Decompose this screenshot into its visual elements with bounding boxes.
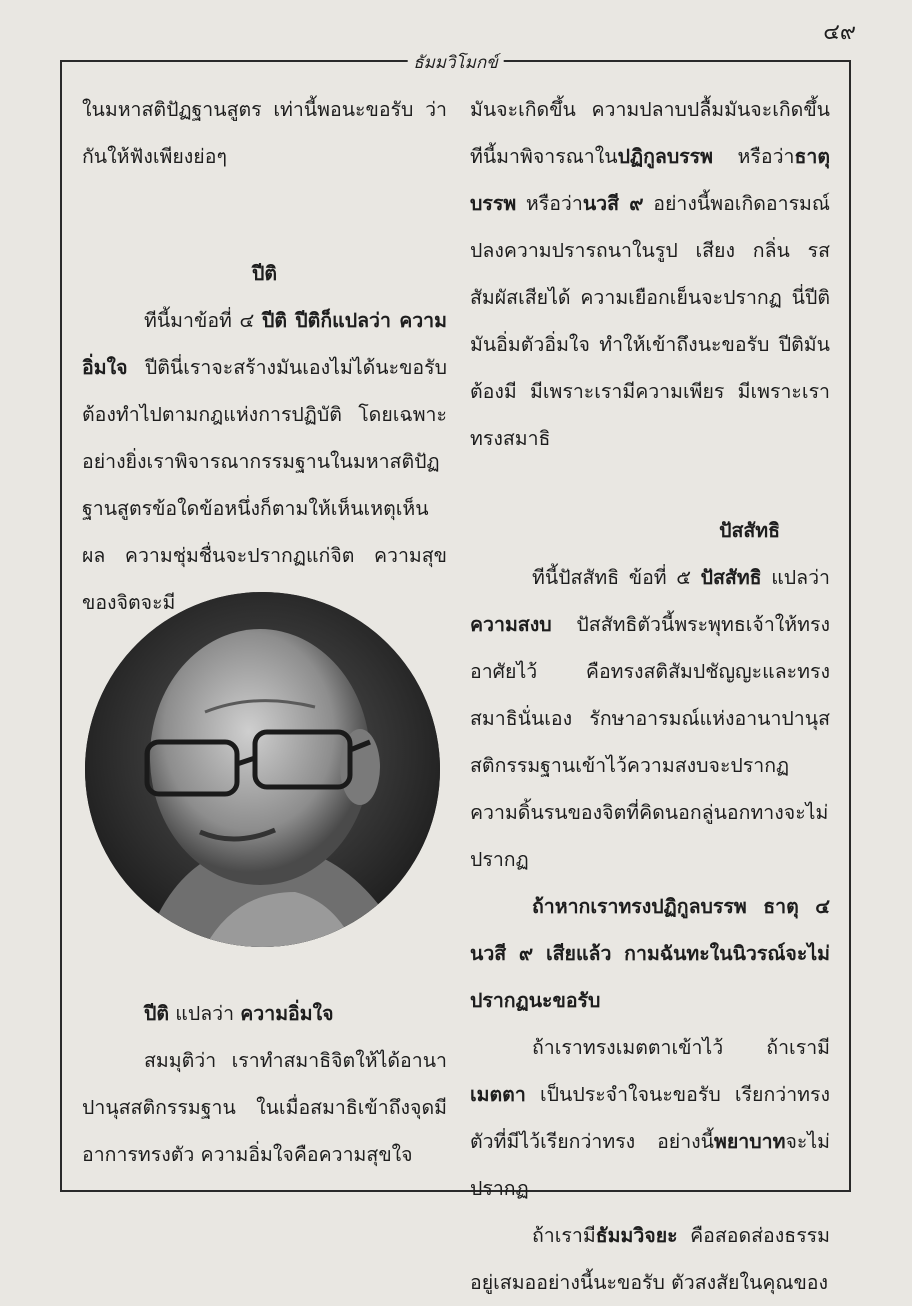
- monk-portrait-photo: [85, 592, 440, 947]
- caption-bold-meaning: ความอิ่มใจ: [240, 1002, 334, 1025]
- section-heading-passaddhi: ปัสสัทธิ: [719, 519, 780, 542]
- r-p1-c: หรือว่า: [713, 145, 795, 168]
- r-p3-bold: ถ้าหากเราทรงปฏิกูลบรรพ ธาตุ ๔ นวสี ๙ เสียแล้ว กามฉันทะในนิวรณ์จะไม่ปรากฏนะขอรับ: [470, 895, 830, 1012]
- left-paragraph-1: ในมหาสติปัฏฐานสูตร เท่านี้พอนะขอรับ ว่ากันให้ฟังเพียงย่อๆ: [82, 98, 447, 168]
- page-number: ๔๙: [823, 20, 856, 45]
- right-column: [470, 86, 830, 1306]
- section-heading-piti: ปีติ: [251, 262, 278, 285]
- page-frame: [60, 53, 851, 1294]
- r-p2-a: ทีนี้ปัสสัทธิ ข้อที่ ๕: [532, 566, 701, 589]
- r-p2-d: ความสงบ: [470, 613, 552, 636]
- left-p2-intro: ทีนี้มาข้อที่ ๔: [144, 309, 262, 332]
- right-paragraph-2: [470, 554, 830, 883]
- right-paragraph-3: [470, 883, 830, 1024]
- r-p1-g: อย่างนี้พอเกิดอารมณ์ปลงความปรารถนาในรูป เสียง กลิ่น รส สัมผัสเสียได้ ความเยือกเย็นจะปรากฏ นี่ปีติมันอิ่มตัวอิ่มใจ ทำให้เข้าถึงนะขอรับ ปีติมันต้องมี มีเพราะเรามีความเพียร มีเพราะเราทรงสมาธิ: [470, 192, 830, 450]
- r-p4-a: ถ้าเราทรงเมตตาเข้าไว้ ถ้าเรามี: [532, 1036, 830, 1059]
- r-p2-b: ปัสสัทธิ: [700, 566, 762, 589]
- r-p1-f: นวสี ๙: [582, 192, 644, 215]
- r-p2-c: แปลว่า: [761, 566, 830, 589]
- right-paragraph-4: [470, 1024, 830, 1212]
- left-lower-text: [82, 990, 447, 1178]
- r-p1-a: มันจะเกิดขึ้น ความปลาบปลื้มมันจะเกิดขึ้น ทีนี้มาพิจารณาใน: [470, 98, 830, 168]
- r-p2-e: ปัสสัทธิตัวนี้พระพุทธเจ้าให้ทรงอาศัยไว้ คือทรงสติสัมปชัญญะและทรงสมาธินั่นเอง รักษาอารมณ์แห่งอานาปานุสสติกรรมฐานเข้าไว้ความสงบจะปรากฏ ความดิ้นรนของจิตที่คิดนอกลู่นอกทางจะไม่ปรากฏ: [470, 613, 830, 871]
- left-paragraph-2: [82, 297, 447, 626]
- r-p5-b: ธัมมวิจยะ: [595, 1224, 678, 1247]
- r-p4-e: จะไม่ปรากฏ: [470, 1130, 830, 1200]
- caption-middle: แปลว่า: [169, 1002, 241, 1025]
- r-p4-c: เป็นประจำใจนะขอรับ เรียกว่าทรง ตัวที่มีไว้เรียกว่าทรง อย่างนี้: [470, 1083, 830, 1153]
- right-paragraph-1: [470, 86, 830, 462]
- left-p2-bold: ปีติ ปีติก็แปลว่า ความอิ่มใจ: [82, 309, 447, 379]
- right-paragraph-5: [470, 1212, 830, 1306]
- r-p1-b: ปฏิกูลบรรพ: [617, 145, 713, 168]
- r-p4-b: เมตตา: [470, 1083, 526, 1106]
- r-p5-c: คือสอดส่องธรรมอยู่เสมออย่างนี้นะขอรับ ตัวสงสัยในคุณของ: [470, 1224, 830, 1294]
- r-p1-e: หรือว่า: [516, 192, 583, 215]
- left-p2-body: ปีตินี่เราจะสร้างมันเองไม่ได้นะขอรับ ต้องทำไปตามกฎแห่งการปฏิบัติ โดยเฉพาะอย่างยิ่งเราพิจารณากรรมฐานในมหาสติปัฏฐานสูตรข้อใดข้อหนึ่งก็ตามให้เห็นเหตุเห็นผล ความชุ่มชื่นจะปรากฏแก่จิต ความสุขของจิตจะมี: [82, 356, 447, 614]
- photo-caption: [82, 990, 447, 1037]
- left-column: [82, 86, 447, 626]
- r-p4-d: พยาบาท: [714, 1130, 786, 1153]
- running-header-title: ธัมมวิโมกข์: [407, 49, 504, 76]
- r-p5-a: ถ้าเรามี: [532, 1224, 596, 1247]
- r-p1-d: ธาตุบรรพ: [470, 145, 830, 215]
- caption-bold-piti: ปีติ: [144, 1002, 170, 1025]
- left-paragraph-3: สมมุติว่า เราทำสมาธิจิตให้ได้อานาปานุสสติกรรมฐาน ในเมื่อสมาธิเข้าถึงจุดมีอาการทรงตัว ความอิ่มใจคือความสุขใจ: [82, 1049, 447, 1166]
